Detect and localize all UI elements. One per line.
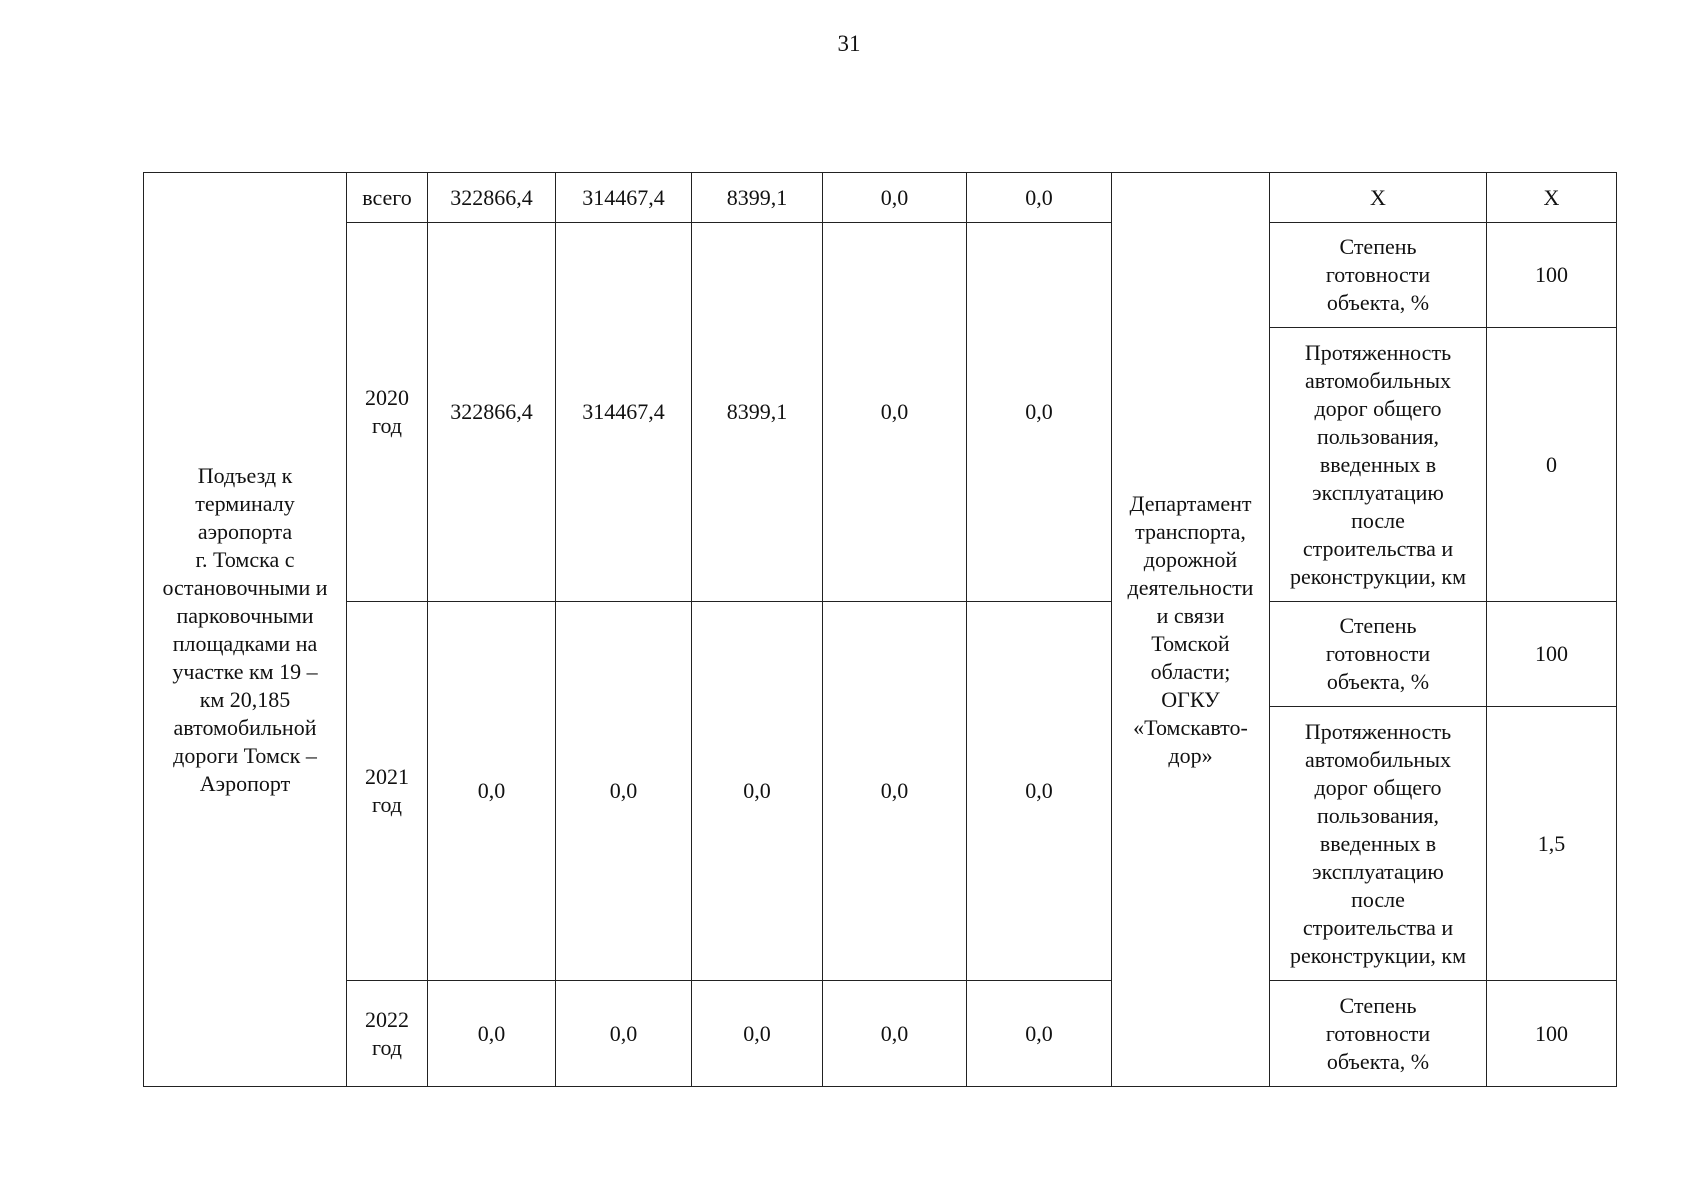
total-cell: 0,0 [428, 981, 556, 1087]
local-cell: 0,0 [823, 173, 967, 223]
indicator-value-cell: 0 [1487, 328, 1617, 602]
indicator-value-cell: 100 [1487, 602, 1617, 707]
indicator-name-cell: Протяженность автомобильных дорог общего пользования, введенных в эксплуатацию после строительства и реконструкции, км [1270, 707, 1487, 981]
object-name-cell: Подъезд к терминалу аэропорта г. Томска с остановочными и парковочными площадками на участке км 19 – км 20,185 автомобильной дороги Томск – Аэропорт [144, 173, 347, 1087]
period-cell: 2022 год [347, 981, 428, 1087]
regional-cell: 8399,1 [692, 173, 823, 223]
indicator-name-cell: Степень готовности объекта, % [1270, 223, 1487, 328]
period-cell: 2021 год [347, 602, 428, 981]
indicator-name-cell: Степень готовности объекта, % [1270, 602, 1487, 707]
total-cell: 322866,4 [428, 173, 556, 223]
total-cell: 322866,4 [428, 223, 556, 602]
indicator-name-cell: Х [1270, 173, 1487, 223]
regional-cell: 0,0 [692, 602, 823, 981]
funding-table [143, 172, 1617, 1087]
indicator-value-cell: 1,5 [1487, 707, 1617, 981]
indicator-name-cell: Степень готовности объекта, % [1270, 981, 1487, 1087]
local-cell: 0,0 [823, 602, 967, 981]
period-cell: 2020 год [347, 223, 428, 602]
responsible-cell: Департамент транспорта, дорожной деятельности и связи Томской области; ОГКУ «Томскавто- дор» [1112, 173, 1270, 1087]
period-cell: всего [347, 173, 428, 223]
federal-cell: 0,0 [556, 981, 692, 1087]
federal-cell: 314467,4 [556, 223, 692, 602]
federal-cell: 0,0 [556, 602, 692, 981]
page-number: 31 [837, 31, 861, 56]
other-cell: 0,0 [967, 602, 1112, 981]
table-row [144, 223, 1617, 328]
table-row [144, 173, 1617, 223]
federal-cell: 314467,4 [556, 173, 692, 223]
indicator-name-cell: Протяженность автомобильных дорог общего пользования, введенных в эксплуатацию после строительства и реконструкции, км [1270, 328, 1487, 602]
other-cell: 0,0 [967, 223, 1112, 602]
indicator-value-cell: 100 [1487, 223, 1617, 328]
total-cell: 0,0 [428, 602, 556, 981]
local-cell: 0,0 [823, 981, 967, 1087]
indicator-value-cell: Х [1487, 173, 1617, 223]
table-row [144, 602, 1617, 707]
table-row [144, 981, 1617, 1087]
other-cell: 0,0 [967, 981, 1112, 1087]
other-cell: 0,0 [967, 173, 1112, 223]
local-cell: 0,0 [823, 223, 967, 602]
regional-cell: 0,0 [692, 981, 823, 1087]
regional-cell: 8399,1 [692, 223, 823, 602]
indicator-value-cell: 100 [1487, 981, 1617, 1087]
